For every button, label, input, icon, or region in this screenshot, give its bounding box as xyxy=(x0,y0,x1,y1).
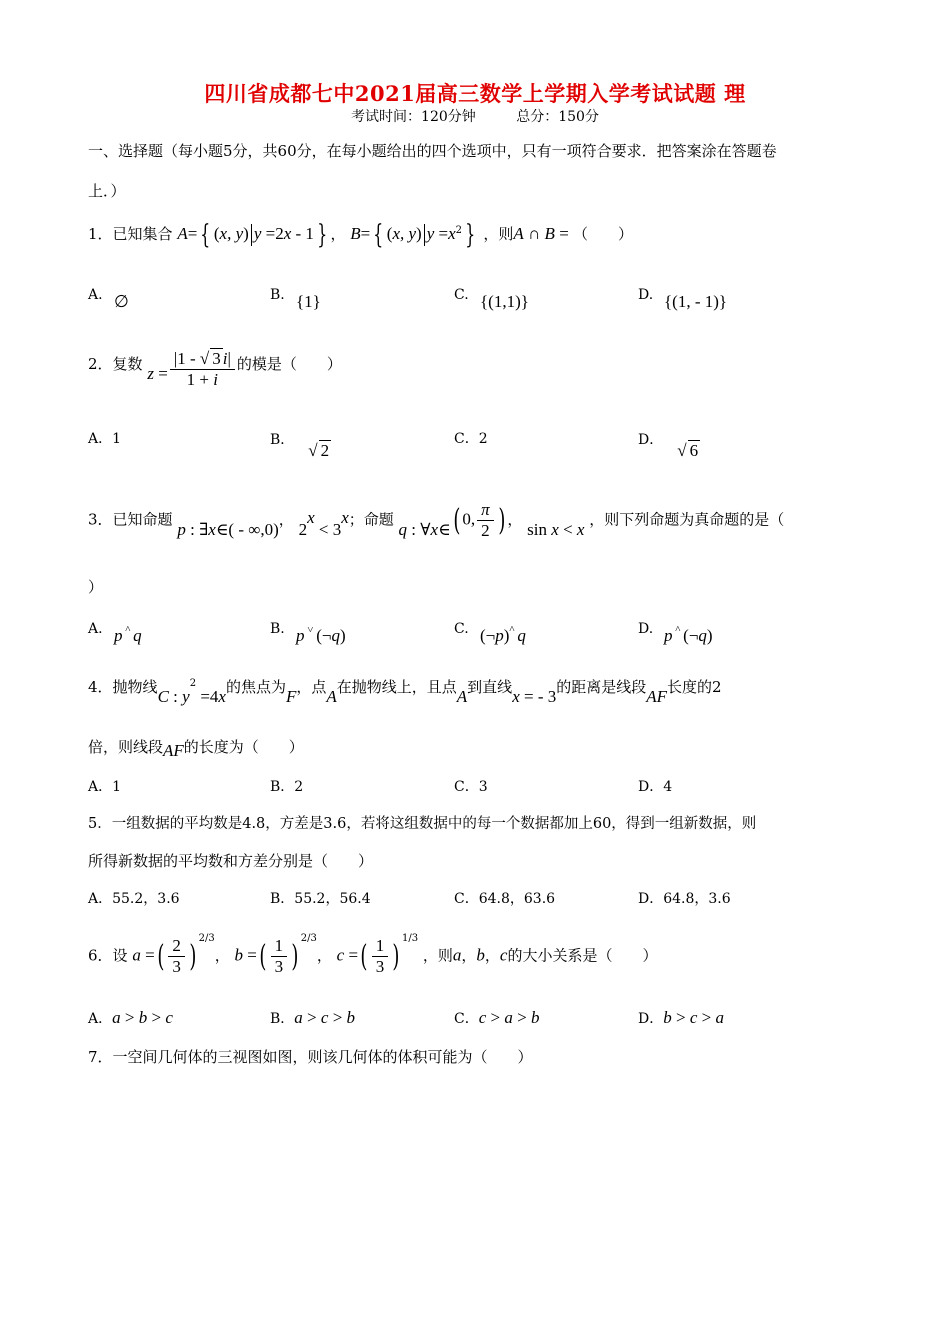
q6-option-c: C．c > a > b xyxy=(454,1008,540,1027)
set-b-formula: B xyxy=(350,224,361,243)
question-5: 5．一组数据的平均数是4.8，方差是3.6，若将这组数据中的每一个数据都加上60，得到一组新数据，则 xyxy=(88,816,757,832)
q1-option-a: A. ∅ xyxy=(88,287,129,311)
exam-info xyxy=(0,106,950,126)
question-2: 2．复数 z = $\frac{|1 - √ 3 i|}{1 + i}$ 的模是（ ） xyxy=(88,349,342,389)
exam-title: 四川省成都七中2021届高三数学上学期入学考试试题 理 xyxy=(204,81,746,106)
question-4: 4．抛物线C : $y^2 =4x$的焦点为F，点A在抛物线上，且点A到直线x = - 3的距离是线段AF长度的2 xyxy=(88,678,722,706)
q4-option-c: C．3 xyxy=(454,779,488,795)
total-score: 总分：150分 xyxy=(516,109,599,125)
q2-option-c: C．2 xyxy=(454,431,488,447)
question-6: 6．设 a =( $\frac{2}{3}$ )$^{2/3}$， b =( $\frac{1}{3}$ )$^{2/3}$， c =( $\frac{1}{3}$ )$^{1/3}$ ，则a，b，c的大小关系是（ ） xyxy=(88,932,658,976)
question-7: 7．一空间几何体的三视图如图，则该几何体的体积可能为（ ） xyxy=(88,1048,533,1066)
q6-option-a: A．a > b > c xyxy=(88,1008,173,1027)
q1-option-d: D. {(1, - 1)} xyxy=(638,287,728,311)
complex-z-formula: z xyxy=(147,364,154,383)
q4-option-d: D．4 xyxy=(638,779,673,795)
question-1: 1．已知集合 A= { (x, y) y =2x - 1 } ， B= { (x, y) $y =x^2$ } ，则A ∩ B = （ ） xyxy=(88,220,634,250)
q1-option-b: B. {1} xyxy=(270,287,321,311)
question-3: 3．已知命题 p : ∃x∈( - ∞,0)， $2^x < 3^x$；命题 q : ∀x∈( 0, $\frac{\pi}{2}$ ) ， sin x < x ，则下列命题为真命题的是（ xyxy=(88,500,785,540)
q3-option-b: B. p ˅ (¬q) xyxy=(270,621,346,645)
q6-option-d: D．b > c > a xyxy=(638,1008,724,1027)
section-intro-line1: 一、选择题（每小题5分，共60分，在每小题给出的四个选项中，只有一项符合要求．把答案涂在答题卷 xyxy=(88,142,777,160)
question-4-line2: 倍，则线段AF的长度为（ ） xyxy=(88,738,304,760)
z-fraction: $\frac{|1 - √ 3 i|}{1 + i}$ xyxy=(170,348,235,390)
q3-close: ） xyxy=(88,578,104,596)
q4-option-b: B．2 xyxy=(270,779,304,795)
question-5-line2: 所得新数据的平均数和方差分别是（ ） xyxy=(88,852,374,870)
q4-option-a: A．1 xyxy=(88,779,122,795)
section-intro-line2: 上．） xyxy=(88,182,126,200)
q6-option-b: B．a > c > b xyxy=(270,1008,356,1027)
set-a-formula: A xyxy=(177,224,188,243)
q3-option-c: C. (¬p)^ q xyxy=(454,621,526,645)
q3-option-d: D. p ^ (¬q) xyxy=(638,621,713,645)
q5-option-a: A．55.2，3.6 xyxy=(88,891,180,907)
q2-option-b: B．√ 2 xyxy=(270,432,330,460)
q5-option-b: B．55.2，56.4 xyxy=(270,891,371,907)
exam-time: 考试时间：120分钟 xyxy=(351,109,476,125)
q3-option-a: A. p ^ q xyxy=(88,621,142,645)
q1-option-c: C. {(1,1)} xyxy=(454,287,529,311)
q5-option-c: C．64.8，63.6 xyxy=(454,891,556,907)
q2-option-a: A．1 xyxy=(88,431,122,447)
q2-option-d: D．√ 6 xyxy=(638,432,699,460)
q5-option-d: D．64.8，3.6 xyxy=(638,891,731,907)
